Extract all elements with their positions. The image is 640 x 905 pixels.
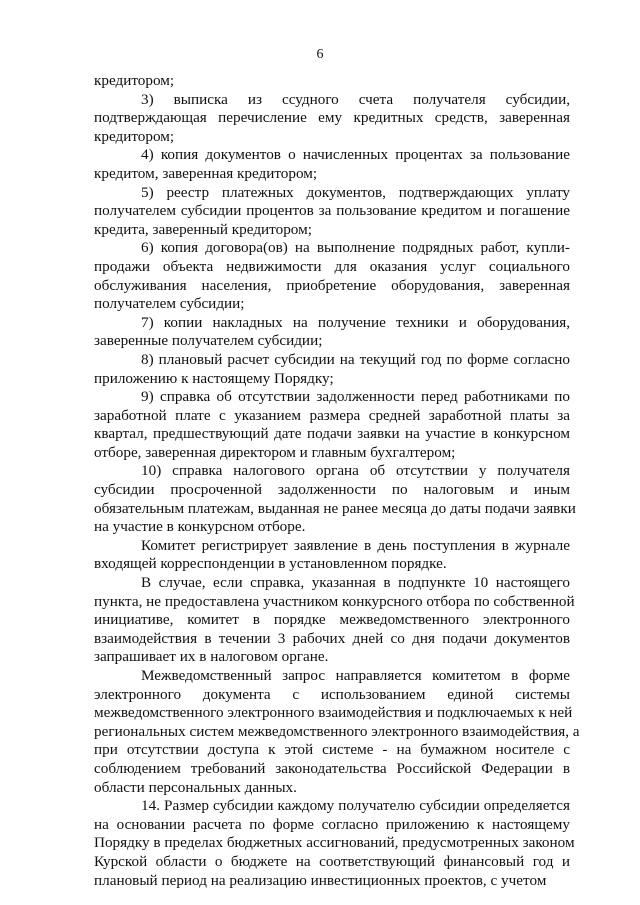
text-line: кредитом, заверенная кредитором;: [94, 164, 318, 182]
paragraph: [94, 667, 580, 797]
text-line: подтверждающая перечисление ему кредитных средств, заверенная: [94, 109, 570, 127]
text-line: приложению к настоящему Порядку;: [94, 369, 334, 387]
text-line: обслуживания населения, приобретение оборудования, заверенная: [94, 276, 570, 294]
text-line: отборе, заверенная директором и главным бухгалтером;: [94, 443, 456, 461]
text-line: 7) копии накладных на получение техники и оборудования,: [141, 313, 570, 331]
text-line: Межведомственный запрос направляется комитетом в форме: [141, 667, 570, 684]
text-line: 4) копия документов о начисленных процентах за пользование: [141, 146, 570, 164]
text-line: 6) копия договора(ов) на выполнение подрядных работ, купли-: [141, 239, 570, 257]
text-line: получателем субсидии процентов за пользование кредитом и погашение: [94, 202, 570, 220]
text-line: 3) выписка из ссудного счета получателя субсидии,: [141, 90, 570, 108]
text-line: заверенные получателем субсидии;: [94, 332, 323, 350]
text-line: 10) справка налогового органа об отсутствии у получателя: [141, 462, 570, 480]
text-line: заработной плате с указанием размера средней заработной платы за: [94, 406, 570, 424]
paragraph: [94, 72, 570, 91]
paragraph: [94, 462, 576, 536]
text-line: электронного документа с использованием единой системы: [94, 685, 570, 703]
text-line: на участие в конкурсном отборе.: [94, 518, 306, 536]
text-line: квартал, предшествующий дате подачи заявки на участие в конкурсном: [94, 425, 570, 443]
paragraph: [94, 91, 570, 147]
text-line: Порядку в пределах бюджетных ассигнований, предусмотренных законом: [94, 834, 575, 852]
text-line: взаимодействия в течении 3 рабочих дней со дня подачи документов: [94, 629, 570, 647]
paragraph: [94, 146, 570, 183]
text-line: 5) реестр платежных документов, подтверждающих уплату: [141, 183, 570, 201]
text-line: запрашивает их в налоговом органе.: [94, 648, 329, 666]
text-line: получателем субсидии;: [94, 295, 245, 313]
text-line: В случае, если справка, указанная в подпункте 10 настоящего: [141, 574, 570, 592]
paragraph: [94, 797, 575, 890]
paragraph: [94, 537, 570, 574]
text-line: области персональных данных.: [94, 778, 297, 796]
text-line: Комитет регистрирует заявление в день поступления в журнале: [141, 536, 570, 554]
text-line: субсидии просроченной задолженности по налоговым и иным: [94, 481, 570, 499]
text-line: 14. Размер субсидии каждому получателю субсидии определяется: [141, 797, 570, 815]
document-body: [94, 72, 580, 890]
paragraph: [94, 314, 570, 351]
text-line: кредитором;: [94, 127, 175, 145]
text-line: обязательным платежам, выданная не ранее месяца до даты подачи заявки: [94, 499, 576, 517]
text-line: при отсутствии доступа к этой системе - на бумажном носителе с: [94, 741, 570, 759]
text-line: плановый период на реализацию инвестиционных проектов, с учетом: [94, 871, 547, 889]
paragraph: [94, 351, 570, 388]
text-line: межведомственного электронного взаимодействия и подключаемых к ней: [94, 704, 573, 722]
text-line: Курской области о бюджете на соответствующий финансовый год и: [94, 852, 570, 870]
text-line: входящей корреспонденции в установленном порядке.: [94, 555, 447, 573]
text-line: 9) справка об отсутствии задолженности перед работниками по: [141, 388, 570, 406]
text-line: кредита, заверенный кредитором;: [94, 220, 312, 238]
text-line: на основании расчета по форме согласно приложению к настоящему: [94, 815, 570, 833]
text-line: пункта, не предоставлена участником конкурсного отбора по собственной: [94, 592, 575, 610]
text-line: продажи объекта недвижимости для оказания услуг социального: [94, 257, 570, 275]
text-line: соблюдением требований законодательства Российской Федерации в: [94, 759, 570, 777]
paragraph: [94, 239, 570, 313]
text-line: 8) плановый расчет субсидии на текущий год по форме согласно: [141, 350, 570, 368]
paragraph: [94, 184, 570, 240]
page-number: 6: [316, 47, 324, 62]
paragraph: [94, 574, 575, 667]
text-line: региональных систем межведомственного электронного взаимодействия, а: [94, 722, 580, 740]
text-line: инициативе, комитет в порядке межведомственного электронного: [94, 611, 570, 629]
text-line: кредитором;: [94, 72, 175, 89]
paragraph: [94, 388, 570, 462]
